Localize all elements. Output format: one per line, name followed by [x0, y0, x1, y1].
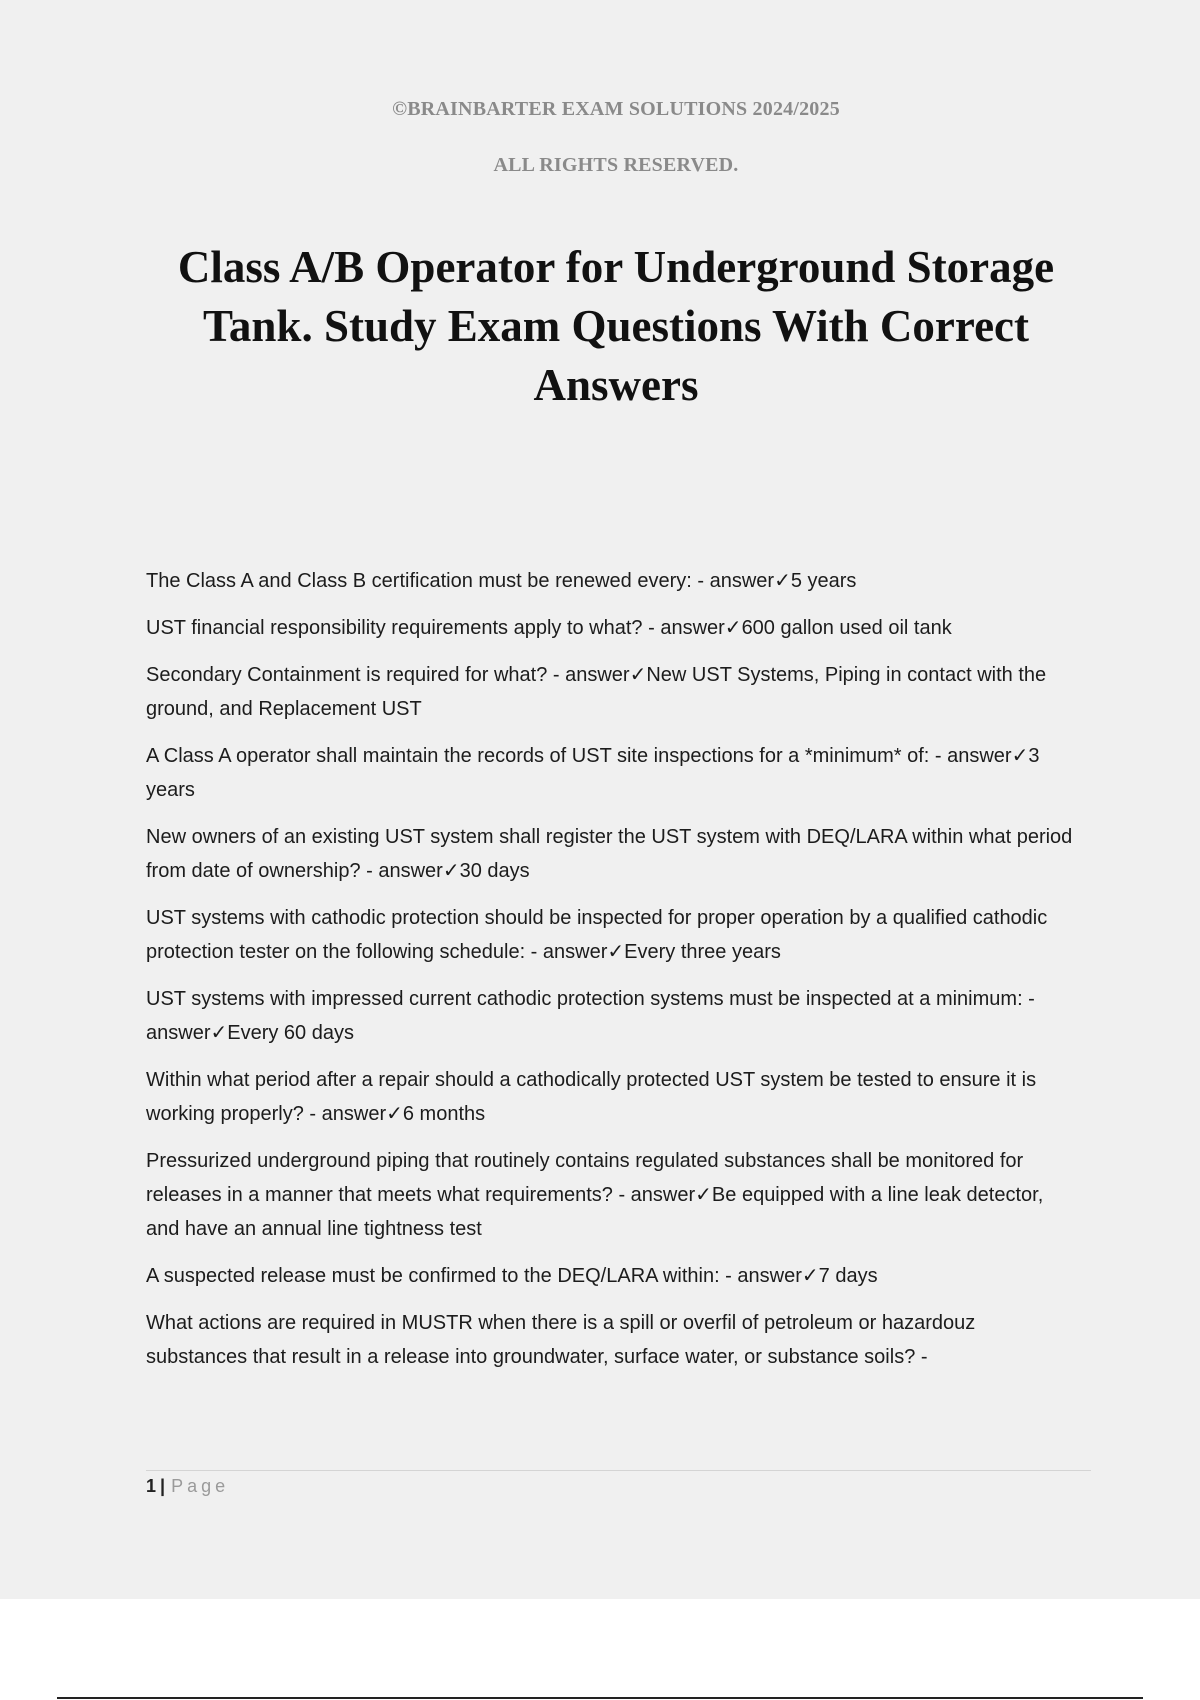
- qa-item: [146, 1063, 1080, 1131]
- answer-text: Be equipped with a line leak detector, and have an annual line tightness test: [146, 1184, 1044, 1240]
- question-text: UST systems with impressed current cathodic protection systems must be inspected at a minimum:: [146, 988, 1023, 1010]
- answer-text: 5 years: [790, 570, 857, 592]
- footer-divider: [146, 1470, 1091, 1471]
- page-label: Page: [171, 1476, 230, 1496]
- answer-text: New UST Systems, Piping in contact with the ground, and Replacement UST: [146, 664, 1047, 720]
- answer-prefix: - answer: [691, 570, 775, 592]
- check-mark-icon: ✓: [442, 860, 460, 882]
- document-title: Class A/B Operator for Underground Storage Tank. Study Exam Questions With Correct Answers: [177, 242, 1055, 410]
- answer-prefix: - answer: [612, 1184, 696, 1206]
- qa-item: [146, 1306, 1080, 1374]
- answer-prefix: - answer: [929, 745, 1012, 767]
- qa-item: [146, 1259, 1080, 1293]
- question-text: New owners of an existing UST system shall register the UST system with DEQ/LARA within what period from date of ownership?: [146, 826, 1073, 882]
- question-text: What actions are required in MUSTR when there is a spill or overfil of petroleum or hazardouz substances that result in a release into groundwater, surface water, or substance soils?: [146, 1312, 976, 1368]
- question-text: UST financial responsibility requirements apply to what?: [146, 617, 643, 639]
- check-mark-icon: ✓: [1011, 745, 1029, 767]
- check-mark-icon: ✓: [774, 570, 791, 592]
- check-mark-icon: ✓: [695, 1184, 712, 1206]
- qa-item: [146, 658, 1080, 726]
- qa-item: [146, 739, 1080, 807]
- check-mark-icon: ✓: [629, 664, 647, 686]
- question-text: UST systems with cathodic protection should be inspected for proper operation by a qualified cathodic protection tester on the following schedule:: [146, 907, 1048, 963]
- question-text: Within what period after a repair should a cathodically protected UST system be tested to ensure it is working properly?: [146, 1069, 1037, 1125]
- answer-prefix: -: [915, 1346, 928, 1368]
- rights-reserved-notice: ALL RIGHTS RESERVED.: [493, 154, 739, 176]
- question-text: Secondary Containment is required for what?: [146, 664, 548, 686]
- qa-item: [146, 820, 1080, 888]
- qa-item: [146, 611, 1080, 645]
- page-number-divider: |: [160, 1476, 166, 1496]
- answer-prefix: - answer: [303, 1103, 387, 1125]
- qa-item: [146, 1144, 1080, 1246]
- question-text: Pressurized underground piping that routinely contains regulated substances shall be monitored for releases in a manner that meets what requirements?: [146, 1150, 1024, 1206]
- bottom-divider: [57, 1697, 1143, 1699]
- question-text: The Class A and Class B certification must be renewed every:: [146, 570, 692, 592]
- page-number: [146, 1476, 229, 1497]
- answer-prefix: - answer: [146, 988, 1035, 1044]
- check-mark-icon: ✓: [801, 1265, 819, 1287]
- answer-text: 7 days: [818, 1265, 878, 1287]
- answer-text: 600 gallon used oil tank: [741, 617, 952, 639]
- answer-prefix: - answer: [360, 860, 443, 882]
- answer-prefix: - answer: [719, 1265, 802, 1287]
- answer-text: 6 months: [402, 1103, 486, 1125]
- check-mark-icon: ✓: [607, 941, 625, 963]
- page-number-value: 1: [146, 1476, 157, 1496]
- answer-text: 3 years: [146, 745, 1040, 801]
- answer-prefix: - answer: [525, 941, 608, 963]
- question-answer-list: [146, 564, 1080, 1387]
- answer-text: 30 days: [459, 860, 530, 882]
- answer-prefix: - answer: [642, 617, 725, 639]
- check-mark-icon: ✓: [210, 1022, 228, 1044]
- answer-text: Every three years: [624, 941, 781, 963]
- check-mark-icon: ✓: [386, 1103, 403, 1125]
- qa-item: [146, 901, 1080, 969]
- answer-prefix: - answer: [547, 664, 630, 686]
- copyright-notice: ©BRAINBARTER EXAM SOLUTIONS 2024/2025: [392, 98, 840, 120]
- check-mark-icon: ✓: [724, 617, 742, 639]
- answer-text: Every 60 days: [227, 1022, 354, 1044]
- question-text: A suspected release must be confirmed to the DEQ/LARA within:: [146, 1265, 720, 1287]
- qa-item: [146, 564, 1080, 598]
- qa-item: [146, 982, 1080, 1050]
- question-text: A Class A operator shall maintain the records of UST site inspections for a *minimum* of:: [146, 745, 930, 767]
